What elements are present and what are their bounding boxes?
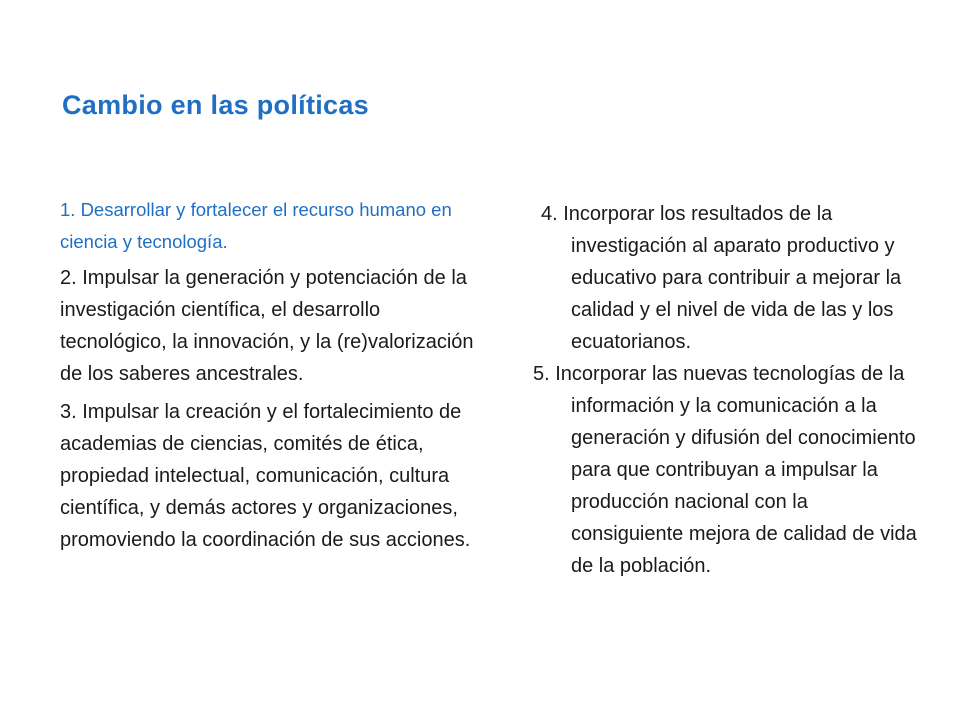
policy-item-1: 1. Desarrollar y fortalecer el recurso humano en ciencia y tecnología.: [60, 199, 452, 252]
policy-item-4: 4. Incorporar los resultados de la investigación al aparato productivo y educativo para contribuir a mejorar la calidad y el nivel de vida de las y los ecuatorianos.: [541, 203, 902, 353]
slide-title: Cambio en las políticas: [62, 90, 369, 120]
policy-item-2: 2. Impulsar la generación y potenciación de la investigación científica, el desarrollo tecnológico, la innovación, y la (re)valorización de los saberes ancestrales.: [60, 267, 474, 385]
left-column: [60, 194, 480, 562]
policy-item-5: 5. Incorporar las nuevas tecnologías de la información y la comunicación a la generación y difusión del conocimiento para que contribuyan a impulsar la producción nacional con la consiguiente mejora de calidad de vida de la población.: [533, 363, 917, 577]
right-column: [533, 198, 925, 582]
policy-item-3: 3. Impulsar la creación y el fortalecimiento de academias de ciencias, comités de ética, propiedad intelectual, comunicación, cultura científica, y demás actores y organizaciones, promoviendo la coordinación de sus acciones.: [60, 401, 471, 551]
